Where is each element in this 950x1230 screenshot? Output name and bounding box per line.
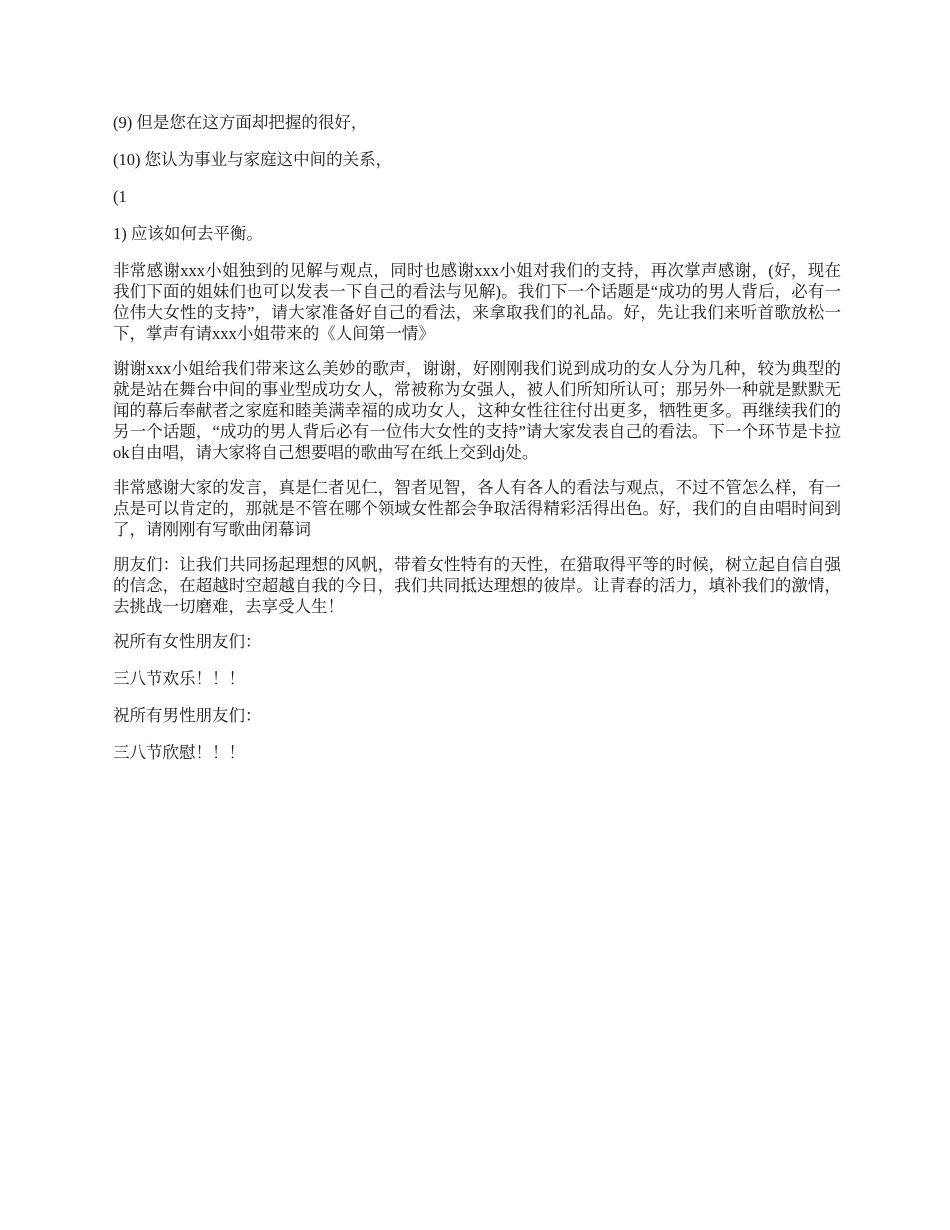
paragraph-wish-men: 祝所有男性朋友们： xyxy=(113,706,262,725)
paragraph-item-10: (10) 您认为事业与家庭这中间的关系， xyxy=(113,150,393,169)
paragraph-wish-women: 祝所有女性朋友们： xyxy=(113,632,262,651)
paragraph-greeting-men: 三八节欣慰！！！ xyxy=(113,743,245,762)
paragraph-item-11: 1) 应该如何去平衡。 xyxy=(113,224,263,243)
paragraph-item-11-fragment: (1 xyxy=(113,187,127,206)
paragraph-greeting-women: 三八节欢乐！！！ xyxy=(113,669,245,688)
paragraph-thanks-song: 谢谢xxx小姐给我们带来这么美妙的歌声，谢谢，好刚刚我们说到成功的女人分为几种，较为典型的就是站在舞台中间的事业型成功女人，常被称为女强人，被人们所知所认可；那另外一种就是默默无闻的幕后奉献者之家庭和睦美满幸福的成功女人，这种女性往往付出更多，牺牲更多。再继续我们的另一个话题，“成功的男人背后必有一位伟大女性的支持”请大家发表自己的看法。下一个环节是卡拉ok自由唱，请大家将自己想要唱的歌曲写在纸上交到dj处。 xyxy=(113,359,841,462)
paragraph-thanks-first: 非常感谢xxx小姐独到的见解与观点，同时也感谢xxx小姐对我们的支持，再次掌声感谢，(好，现在我们下面的姐妹们也可以发表一下自己的看法与见解)。我们下一个话题是“成功的男人背后，必有一位伟大女性的支持”，请大家准备好自己的看法，来拿取我们的礼品。好，先让我们来听首歌放松一下，掌声有请xxx小姐带来的《人间第一情》 xyxy=(113,261,841,343)
paragraph-item-9: (9) 但是您在这方面却把握的很好， xyxy=(113,113,368,132)
document-page xyxy=(113,112,841,779)
paragraph-thanks-all: 非常感谢大家的发言，真是仁者见仁，智者见智，各人有各人的看法与观点，不过不管怎么样，有一点是可以肯定的，那就是不管在哪个领域女性都会争取活得精彩活得出色。好，我们的自由唱时间到了，请刚刚有写歌曲闭幕词 xyxy=(113,478,841,539)
paragraph-closing-speech: 朋友们：让我们共同扬起理想的风帆，带着女性特有的天性，在猎取得平等的时候，树立起自信自强的信念，在超越时空超越自我的今日，我们共同抵达理想的彼岸。让青春的活力，填补我们的激情，去挑战一切磨难，去享受人生！ xyxy=(113,555,841,616)
